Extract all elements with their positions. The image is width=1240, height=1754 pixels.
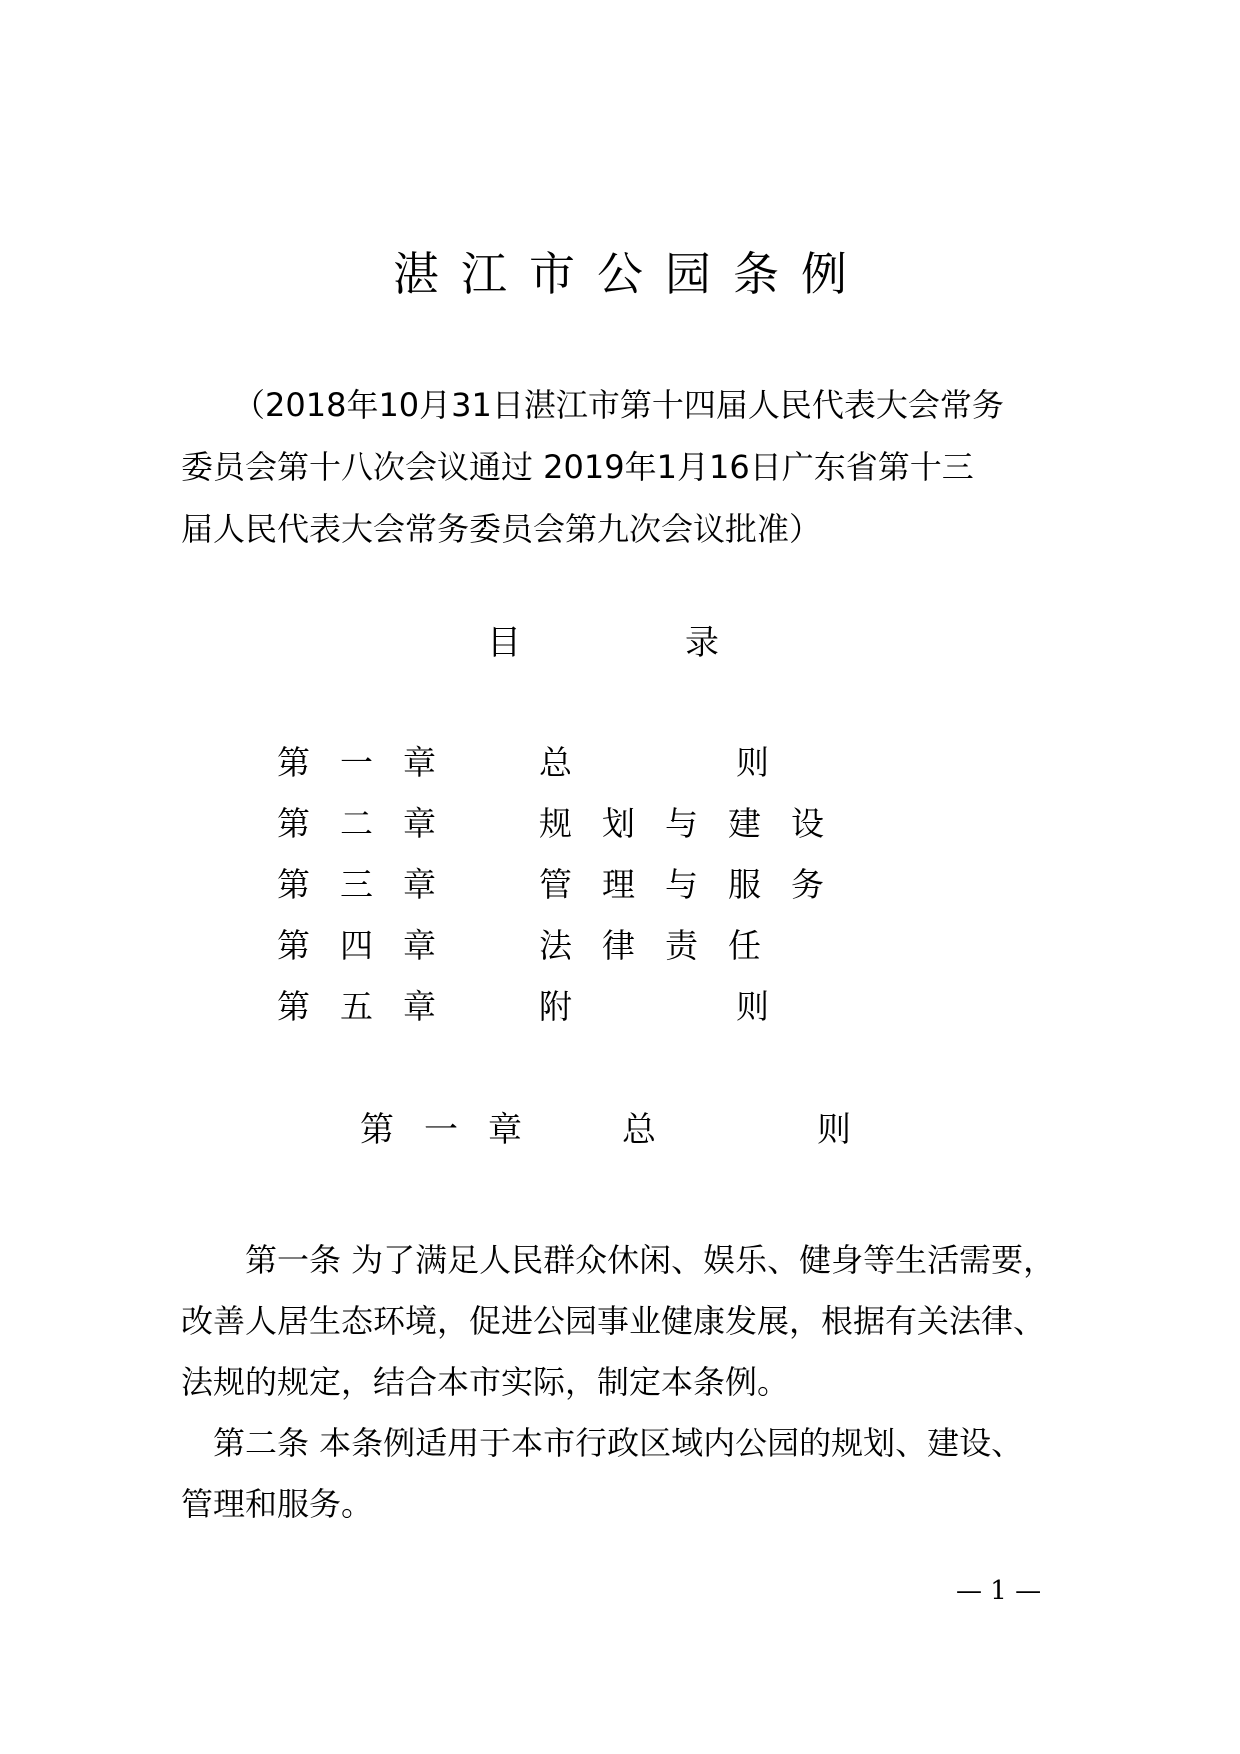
toc-row-chapter-2 <box>277 799 977 860</box>
toc-chapter-number: 第二章 <box>277 804 466 843</box>
toc-chapter-name: 规划与建设 <box>539 804 854 843</box>
adoption-line-1: （2018年10月31日湛江市第十四届人民代表大会常务 <box>233 386 1004 424</box>
page-number: — 1 — <box>956 1576 1042 1606</box>
article-2-line-2: 管理和服务。 <box>181 1485 374 1523</box>
article-1-line-1: 第一条 为了满足人民群众休闲、娱乐、健身等生活需要， <box>245 1241 1056 1279</box>
toc-chapter-name-part-1: 总 <box>539 743 572 782</box>
table-of-contents <box>277 738 977 1043</box>
toc-row-chapter-3 <box>277 860 977 921</box>
chapter-1-heading <box>360 1104 880 1156</box>
toc-heading-left: 目 <box>487 623 521 663</box>
toc-chapter-name-part-2: 则 <box>736 987 769 1026</box>
body-text <box>181 1230 1081 1535</box>
toc-chapter-name-part-2: 则 <box>736 743 769 782</box>
toc-heading <box>0 618 1240 668</box>
adoption-line-3: 届人民代表大会常务委员会第九次会议批准） <box>181 510 822 548</box>
toc-chapter-name: 法律责任 <box>539 926 791 965</box>
toc-chapter-name-part-1: 附 <box>539 987 572 1026</box>
article-1-line-2: 改善人居生态环境，促进公园事业健康发展，根据有关法律、 <box>181 1302 1046 1340</box>
article-2-line-1: 第二条 本条例适用于本市行政区域内公园的规划、建设、 <box>213 1424 1024 1462</box>
article-1-line-3: 法规的规定，结合本市实际，制定本条例。 <box>181 1363 790 1401</box>
toc-row-chapter-1 <box>277 738 977 799</box>
chapter-1-name-part-2: 则 <box>817 1110 851 1150</box>
document-title: 湛江市公园条例 <box>393 247 869 301</box>
toc-row-chapter-4 <box>277 921 977 982</box>
toc-heading-right: 录 <box>685 623 719 663</box>
adoption-line-2: 委员会第十八次会议通过 2019年1月16日广东省第十三 <box>181 448 974 486</box>
toc-chapter-number: 第五章 <box>277 987 466 1026</box>
toc-chapter-number: 第三章 <box>277 865 466 904</box>
chapter-1-name-part-1: 总 <box>622 1110 656 1150</box>
toc-row-chapter-5 <box>277 982 977 1043</box>
adoption-note <box>181 374 1061 560</box>
toc-chapter-number: 第一章 <box>277 743 466 782</box>
toc-chapter-name: 管理与服务 <box>539 865 854 904</box>
toc-chapter-number: 第四章 <box>277 926 466 965</box>
chapter-1-number: 第一章 <box>360 1110 552 1150</box>
